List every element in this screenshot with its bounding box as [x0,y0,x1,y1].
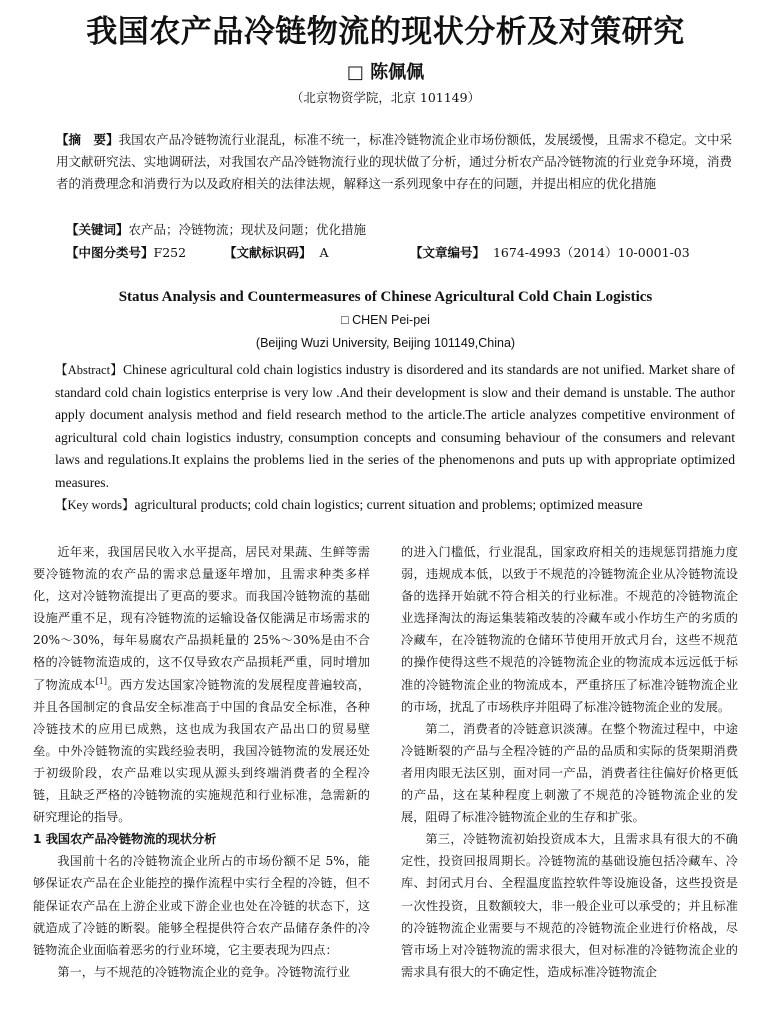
keywords-cn [66,219,742,241]
author-en: □ CHEN Pei-pei [341,313,430,327]
body-paragraph [33,541,370,828]
abstract-cn-text: 我国农产品冷链物流行业混乱，标准不统一，标准冷链物流企业市场份额低，发展缓慢，且需求不稳定。文中采用文献研究法、实地调研法，对我国农产品冷链物流行业的现状做了分析，通过分析农产品冷链物流的行业竞争环境，消费者的消费理念和消费行为以及政府相关的法律法规，解释这一系列现象中存在的问题，并提出相应的优化措施 [56,132,732,191]
citation-ref: [1] [95,676,107,686]
abstract-cn [56,129,732,195]
doc-code-value: A [319,245,329,260]
body-paragraph: 的进入门槛低，行业混乱，国家政府相关的违规惩罚措施力度弱，违规成本低，以致于不规范的冷链物流企业从冷链物流设备的选择开始就不符合相关的行业标准。不规范的冷链物流企业选择淘汰的海运集装箱改装的冷藏车或小作坊生产的劣质的冷藏车，在冷链物流的仓储环节使用开放式月台，这些不规范的操作使得这些不规范的冷链物流企业的物流成本远远低于标准的冷链物流企业的物流成本，严重挤压了标准冷链物流企业的市场，扰乱了市场秩序并阻碍了标准冷链物流企业的发展。 [401,545,738,714]
doc-code-label: 【文献标识码】 [224,245,312,260]
body-paragraph: 第一，与不规范的冷链物流企业的竞争。冷链物流行业 [57,964,350,979]
keywords-cn-label: 【关键词】 [66,222,129,237]
keywords-en [55,494,735,517]
article-number-value: 1674-4993（2014）10-0001-03 [492,245,690,260]
section-heading: 1 我国农产品冷链物流的现状分析 [33,832,217,847]
abstract-en-text: Chinese agricultural cold chain logistics industry is disordered and its standards are not unified. Market share of standard cold chain logistics enterprise is very low .And their development is slow and their demand is unstable. The author apply document analysis method and field research method to the article.The article analyzes competitive environment of agricultural cold chain logistics industry, consumption concepts and consuming behaviour of the consumers and relevant laws and regulations.It explains the problems lied in the series of the phenomenons and puts up with appropriate optimized measures. [55,362,735,490]
clc-label: 【中图分类号】 [66,245,154,260]
classification-row [66,242,736,264]
body-text: 。西方发达国家冷链物流的发展程度普遍较高，并且各国制定的食品安全标准高于中国的食品安全标准，各种冷链技术的应用已成熟，这也成为我国农产品出口的贸易壁垒。中外冷链物流的实践经验表明，我国冷链物流的发展还处于初级阶段，农产品难以实现从源头到终端消费者的全程冷链，且缺乏严格的冷链物流的实施规范和行业标准，急需新的研究理论的指导。 [33,677,370,825]
body-text: 近年来，我国居民收入水平提高，居民对果蔬、生鲜等需要冷链物流的农产品的需求总量逐年增加，且需求种类多样化，这对冷链物流提出了更高的要求。而我国冷链物流的基础设施严重不足，现有冷链物流的运输设备仅能满足市场需求的 20%～30%，每年易腐农产品损耗量的 25%～30%是由不合格的冷链物流造成的，这不仅导致农产品损耗严重，同时增加了物流成本 [33,545,370,692]
paper-title-en: Status Analysis and Countermeasures of Chinese Agricultural Cold Chain Logistics [118,289,653,305]
keywords-en-label: 【Key words】 [55,498,135,512]
article-number-label: 【文章编号】 [410,245,486,260]
paper-title-cn: 我国农产品冷链物流的现状分析及对策研究 [86,14,685,50]
doc-code [224,242,329,264]
abstract-en-label: 【Abstract】 [55,363,123,377]
author-cn: □ 陈佩佩 [346,62,425,83]
abstract-en [55,359,735,494]
clc-code [66,242,186,264]
body-paragraph: 第三，冷链物流初始投资成本大，且需求具有很大的不确定性，投资回报周期长。冷链物流的基础设施包括冷藏车、冷库、封闭式月台、全程温度监控软件等设施设备，这些投资是一次性投资，且数额较大，非一般企业可以承受的；并且标准的冷链物流企业需要与不规范的冷链物流企业进行价格战，尽管市场上对冷链物流的需求很大，但对标准的冷链物流企业的需求具有很大的不确定性，造成标准冷链物流企 [401,832,738,979]
body-column-right [401,541,738,1018]
keywords-en-text: agricultural products; cold chain logistics; current situation and problems; optimized measure [134,497,643,512]
affiliation-cn: （北京物资学院，北京 101149） [290,90,481,105]
abstract-cn-label: 【摘 要】 [56,132,119,147]
clc-value: F252 [153,245,187,260]
article-number [410,242,690,264]
keywords-cn-text: 农产品；冷链物流；现状及问题；优化措施 [128,222,367,237]
body-paragraph: 第二，消费者的冷链意识淡薄。在整个物流过程中，中途冷链断裂的产品与全程冷链的产品的品质和实际的货架期消费者用肉眼无法区别，面对同一产品，消费者往往偏好价格更低的产品，这在某种程度上刺激了不规范的冷链物流企业的发展，阻碍了标准冷链物流企业的生存和扩张。 [401,721,738,825]
body-column-left [33,541,370,1018]
body-paragraph: 我国前十名的冷链物流企业所占的市场份额不足 5%，能够保证农产品在企业能控的操作流程中实行全程的冷链，但不能保证农产品在上游企业或下游企业也处在冷链的状态下，这就造成了冷链的断裂。能够全程提供符合农产品储存条件的冷链物流企业面临着恶劣的行业环境，它主要表现为四点： [33,854,370,957]
affiliation-en: (Beijing Wuzi University, Beijing 101149,China) [255,336,516,350]
